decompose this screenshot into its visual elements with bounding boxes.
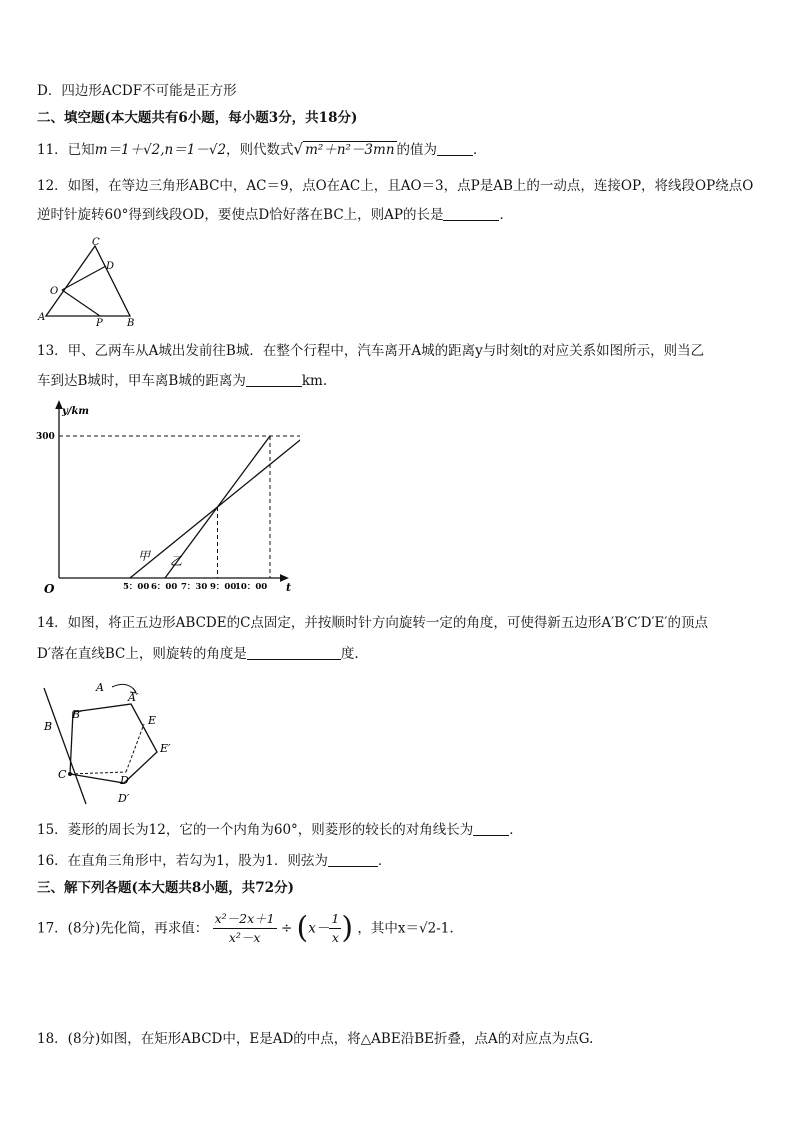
q17-divide: ÷	[280, 920, 293, 937]
x-tick-10: 10：00	[235, 582, 268, 592]
pent-label-c: C	[58, 768, 67, 781]
q17-inner-fraction	[329, 911, 341, 946]
label-o: O	[50, 286, 59, 297]
question-15	[37, 821, 523, 839]
q11-prefix: 11．已知	[37, 142, 95, 158]
q17-prefix: 17．(8分)先化简，再求值：	[37, 920, 209, 937]
series-yi-label: 乙	[170, 554, 183, 568]
q13-line-2: 车到达B城时，甲车离B城的距离为	[37, 373, 246, 389]
section-3-heading: 三、解下列各题(本大题共8小题，共72分)	[37, 880, 294, 896]
q17-paren-left: (	[296, 910, 309, 946]
q16-answer-blank[interactable]	[328, 853, 378, 867]
x-tick-7-30: 7：30	[181, 582, 208, 592]
distance-time-chart	[30, 398, 300, 598]
x-axis-label: t	[286, 581, 292, 594]
pent-label-e: E	[148, 714, 157, 727]
q17-numerator: x²－2x＋1	[213, 911, 277, 929]
question-11	[37, 140, 487, 159]
q11-suffix: 的值为	[396, 142, 438, 158]
q14-line-2: D′落在直线BC上，则旋转的角度是	[37, 646, 247, 662]
y-tick-300: 300	[36, 432, 55, 442]
pentagon-figure	[30, 672, 200, 812]
q16-end: ．	[377, 853, 392, 869]
q16-text: 16．在直角三角形中，若勾为1，股为1．则弦为	[37, 853, 328, 869]
label-a: A	[38, 312, 46, 323]
question-14	[37, 645, 359, 663]
question-16	[37, 852, 391, 870]
question-18: 18．(8分)如图，在矩形ABCD中，E是AD的中点，将△ABE沿BE折叠，点A的对应点为点G.	[37, 1031, 594, 1047]
q15-answer-blank[interactable]	[473, 822, 509, 836]
origin-label: O	[44, 582, 55, 596]
label-p: P	[96, 318, 103, 329]
q14-line-1: 14．如图，将正五边形ABCDE的C点固定，并按顺时针方向旋转一定的角度，可使得新五边形A′B′C′D′E′的顶点	[37, 615, 708, 631]
q11-mn-expr: m＝1＋√2,n＝1－√2	[94, 142, 227, 158]
series-jia-label: 甲	[138, 549, 151, 563]
q14-unit: 度.	[340, 646, 359, 662]
q12-answer-blank[interactable]	[443, 207, 499, 221]
q12-end: ．	[499, 207, 513, 223]
pent-label-d: D	[120, 774, 129, 787]
pent-label-b-prime: B′	[72, 708, 83, 721]
y-axis-label: y/km	[62, 406, 89, 417]
q11-end: ．	[473, 142, 487, 158]
q17-paren-right: )	[341, 910, 354, 946]
question-12	[37, 206, 513, 224]
label-c: C	[92, 237, 100, 248]
q17-condition: ，其中x＝√2-1.	[357, 920, 454, 937]
q17-fraction	[213, 911, 277, 946]
x-tick-6: 6：00	[151, 582, 178, 592]
section-2-heading: 二、填空题(本大题共有6小题，每小题3分，共18分)	[37, 110, 358, 126]
q11-mid: ，则代数式	[226, 142, 294, 158]
series-jia-line	[130, 436, 300, 578]
triangle-figure	[30, 236, 150, 336]
q17-x-minus: x－	[308, 920, 330, 937]
q15-text: 15．菱形的周长为12，它的一个内角为60°，则菱形的较长的对角线长为	[37, 822, 474, 838]
q17-inner-num: 1	[329, 911, 341, 929]
label-b: B	[127, 318, 135, 329]
x-tick-5: 5：00	[123, 582, 150, 592]
q12-line-2: 逆时针旋转60°得到线段OD，要使点D恰好落在BC上，则AP的长是	[37, 207, 444, 223]
pent-label-d-prime: D′	[118, 792, 130, 805]
pent-label-e-prime: E′	[160, 742, 171, 755]
q17-denominator: x²－x	[228, 930, 261, 945]
x-tick-9: 9：00	[210, 582, 237, 592]
sqrt-icon: √	[293, 140, 304, 158]
q13-line-1: 13．甲、乙两车从A城出发前往B城．在整个行程中，汽车离开A城的距离y与时刻t的对应关系如图所示，则当乙	[37, 343, 705, 359]
q15-end: ．	[509, 822, 523, 838]
question-13	[37, 372, 327, 390]
q17-inner-den: x	[331, 930, 339, 945]
option-d: D．四边形ACDF不可能是正方形	[37, 83, 237, 99]
q12-line-1: 12．如图，在等边三角形ABC中，AC＝9，点O在AC上，且AO＝3，点P是AB上的一动点，连接OP，将线段OP绕点O	[37, 178, 754, 194]
q13-answer-blank[interactable]	[246, 373, 302, 387]
pent-label-a: A	[96, 681, 104, 694]
q11-radicand: m²＋n²－3mn	[305, 142, 395, 158]
question-17	[37, 906, 454, 950]
q14-answer-blank[interactable]	[247, 646, 341, 660]
label-d: D	[106, 261, 115, 272]
q13-unit: km.	[301, 373, 328, 389]
q11-answer-blank[interactable]	[437, 142, 473, 156]
pent-label-a-prime: A′	[128, 691, 139, 704]
pent-label-b: B	[44, 720, 53, 733]
